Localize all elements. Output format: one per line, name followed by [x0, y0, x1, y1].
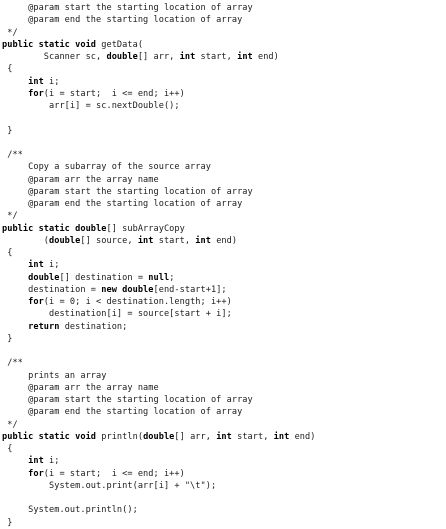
code-text: [] arr, [137, 52, 180, 62]
code-keyword: new double [101, 284, 154, 295]
code-line [2, 455, 444, 467]
code-text: { [2, 248, 13, 258]
code-text [2, 260, 28, 270]
code-line [2, 88, 444, 100]
code-line [2, 443, 444, 455]
code-text: @param start the starting location of array [2, 186, 253, 197]
code-text: [] source, [80, 235, 138, 246]
code-text: start, [153, 235, 196, 246]
code-text: println( [101, 431, 144, 442]
code-line [2, 382, 444, 394]
code-line [2, 174, 444, 186]
code-line [2, 149, 444, 161]
code-blank-line [2, 112, 444, 124]
code-text: Copy a subarray of the source array [2, 162, 211, 173]
code-text: [] subArrayCopy [106, 223, 185, 234]
code-text: @param end the starting location of array [2, 199, 243, 209]
code-line [2, 321, 444, 333]
code-keyword: int [137, 235, 154, 246]
code-text: @param end the starting location of array [2, 15, 243, 26]
code-text: arr[i] = sc.nextDouble(); [2, 101, 180, 111]
code-line [2, 63, 444, 75]
code-text: /** [2, 358, 23, 369]
code-line [2, 431, 444, 443]
code-line [2, 406, 444, 418]
code-text: [] destination = [59, 272, 149, 283]
code-line [2, 259, 444, 271]
code-text: } [2, 125, 13, 136]
code-blank-line [2, 345, 444, 357]
code-line [2, 272, 444, 284]
code-text [2, 89, 28, 99]
code-line [2, 480, 444, 492]
code-keyword: int [179, 52, 196, 62]
code-keyword: double [106, 52, 138, 62]
code-text: (i = start; i <= end; i++) [43, 468, 185, 479]
code-text: @param arr the array name [2, 174, 159, 185]
code-text: (i = 0; i < destination.length; i++) [43, 297, 232, 307]
code-line [2, 186, 444, 198]
code-text: { [2, 444, 13, 454]
code-text: ( [2, 235, 50, 246]
code-text: */ [2, 27, 18, 38]
code-line [2, 2, 444, 14]
code-text: */ [2, 211, 18, 222]
code-keyword: int [273, 431, 290, 442]
code-line [2, 308, 444, 320]
code-line [2, 210, 444, 222]
code-keyword: int [28, 76, 44, 87]
code-line [2, 76, 444, 88]
code-text [2, 297, 28, 307]
code-keyword: public static void [2, 39, 102, 50]
code-keyword: int [28, 260, 44, 271]
code-line [2, 468, 444, 480]
code-keyword: for [28, 468, 44, 479]
code-line [2, 198, 444, 210]
code-keyword: for [28, 297, 44, 307]
code-line [2, 247, 444, 259]
code-text: i; [43, 76, 60, 87]
code-line [2, 100, 444, 112]
code-line [2, 27, 444, 39]
code-line [2, 394, 444, 406]
code-text: [end-start+1]; [153, 284, 227, 295]
code-text: end) [289, 431, 316, 442]
code-text: (i = start; i <= end; i++) [43, 88, 185, 99]
code-text: Scanner sc, [2, 52, 107, 62]
code-line [2, 235, 444, 247]
code-text: @param arr the array name [2, 382, 159, 393]
code-line [2, 333, 444, 345]
code-keyword: null [148, 272, 170, 283]
code-listing [2, 2, 444, 528]
code-text: */ [2, 419, 18, 430]
code-line [2, 39, 444, 51]
code-line [2, 419, 444, 431]
code-text: @param start the starting location of array [2, 395, 253, 405]
code-line [2, 370, 444, 382]
code-line [2, 51, 444, 63]
code-text: } [2, 333, 13, 344]
code-text: System.out.print(arr[i] + "\t"); [2, 480, 217, 491]
code-keyword: double [49, 235, 81, 246]
code-keyword: double [143, 431, 175, 442]
code-keyword: int [216, 431, 232, 442]
code-keyword: public static double [2, 223, 107, 234]
code-keyword: int [237, 52, 253, 62]
code-text: getData( [101, 39, 144, 50]
code-keyword: int [195, 235, 211, 246]
code-keyword: double [28, 272, 60, 283]
code-text: destination; [59, 321, 128, 332]
code-text: destination = [2, 284, 102, 295]
code-text: System.out.println(); [2, 505, 138, 516]
code-text: { [2, 64, 13, 75]
code-text: i; [43, 456, 60, 467]
code-text [2, 469, 28, 479]
code-line [2, 517, 444, 529]
code-line [2, 284, 444, 296]
code-line [2, 161, 444, 173]
code-text: start, [195, 52, 238, 62]
code-text: @param end the starting location of array [2, 407, 243, 418]
code-text [2, 77, 28, 87]
code-keyword: return [28, 321, 60, 332]
code-text: [] arr, [174, 431, 217, 442]
code-text: destination[i] = source[start + i]; [2, 309, 232, 320]
code-text: prints an array [2, 370, 107, 381]
code-blank-line [2, 137, 444, 149]
code-text: } [2, 517, 13, 528]
code-line [2, 296, 444, 308]
code-keyword: for [28, 88, 44, 99]
code-text: end) [210, 235, 238, 246]
code-text [2, 456, 28, 466]
code-text [2, 273, 28, 283]
code-keyword: int [28, 456, 44, 467]
code-blank-line [2, 492, 444, 504]
code-line [2, 504, 444, 516]
code-text: end) [252, 52, 279, 62]
code-text: ; [169, 272, 175, 283]
code-text [2, 322, 28, 332]
code-text: start, [231, 431, 274, 442]
code-keyword: public static void [2, 431, 102, 442]
code-line [2, 357, 444, 369]
code-text: i; [43, 260, 60, 271]
code-text: @param start the starting location of array [2, 3, 253, 13]
code-line [2, 223, 444, 235]
code-line [2, 125, 444, 137]
code-line [2, 14, 444, 26]
code-text: /** [2, 150, 23, 160]
